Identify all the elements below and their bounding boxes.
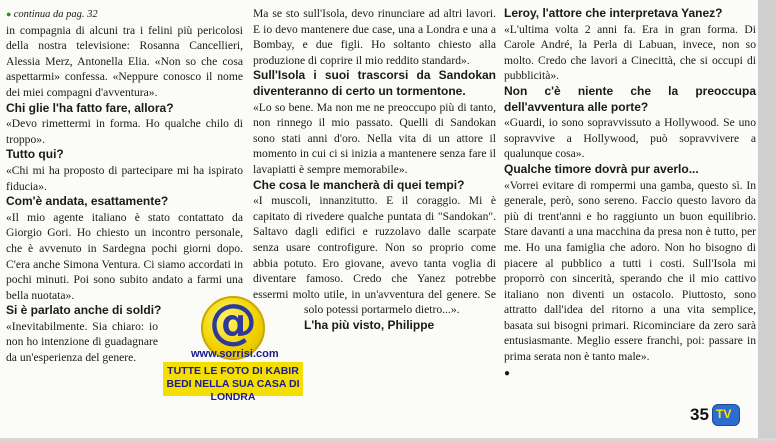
answer-paragraph: «Devo rimettermi in forma. Ho qualche chilo di troppo».: [6, 117, 243, 146]
answer-paragraph: Ma se sto sull'Isola, devo rinunciare ad altri lavori. E io devo mantenere due case, una a Londra e una a Bombay, e due figli. Ho soltanto chiesto alla produzione di coprire il mio reddito standard».: [253, 7, 496, 67]
at-sign-icon: @: [201, 296, 265, 360]
wrap-spacer: [243, 23, 244, 321]
column-3: [504, 6, 756, 381]
question-heading: Tutto qui?: [6, 147, 64, 162]
answer-paragraph: «Guardi, io sono sopravvissuto a Hollywood. Se uno sopravvive a Hollywood, può sopravvivere a qualunque cosa».: [504, 116, 756, 161]
answer-paragraph: «I muscoli, innanzitutto. E il coraggio. Mi è capitato di rivedere qualche puntata di "Sandokan". Saltavo dagli edifici e ruzzolavo dalle scarpate senza usare controfigure. Non so proprio come abbia potuto. Ero giovane, avevo tanta voglia di diventare famoso. Credo che Yanez potrebbe essermi molto utile, in un'avventura del genere. Se solo potessi portarmelo dietro...».: [253, 194, 496, 317]
answer-paragraph: in compagnia di alcuni tra i felini più pericolosi della nostra televisione: Rosanna Cancellieri, Alessia Merz, Antonella Elia. «Non so che cosa aspettarmi» confessa. «Neppure conosco il nome dei miei compagni d'avventura».: [6, 23, 243, 99]
answer-paragraph: «Il mio agente italiano è stato contattato da Giorgio Gori. Ho chiesto un incontro personale, che è avvenuto in Sardegna pochi giorni dopo. C'era anche Simona Ventura. Ci siamo accordati in pochi minuti. Poi sono subito andato a farmi una bella nuotata».: [6, 210, 243, 302]
column-2-body: [252, 6, 496, 333]
tv-logo-icon: TV: [712, 404, 740, 426]
question-heading: Com'è andata, esattamente?: [6, 194, 169, 209]
website-promo[interactable]: [163, 294, 303, 403]
answer-paragraph: «Lo so bene. Ma non me ne preoccupo più di tanto, non rinnego il mio passato. Quelli di Sandokan sono stati anni d'oro. Nella vita di un attore il momento in cui ci si inizia a mantenere senza fare il lavapiatti è sempre memorabile».: [253, 100, 496, 176]
end-mark-icon: ●: [504, 367, 511, 379]
answer-paragraph: «Vorrei evitare di rompermi una gamba, questo sì. In generale, però, sono sereno. Faccio questo lavoro da più di trent'anni e ho raggiunto un buon equilibrio. Stare davanti a una macchina da presa non è tutto, per me. Ho una famiglia che adoro. Non ho bisogno di piacere al pubblico a tutti i costi. Sull'Isola mi proporrò con sincerità, sperando che il mio cattivo italiano non diventi un ostacolo. Piuttosto, sono attratto dall'idea del ritorno a una vita semplice, basata sui bisogni primari. Ricominciare da zero sarà entusiasmante. Meglio essere franchi, poi: passare in prima serata non è tanto male».: [504, 178, 756, 364]
question-heading: Che cosa le mancherà di quei tempi?: [253, 177, 465, 192]
promo-caption: TUTTE LE FOTO DI KABIR BEDI NELLA SUA CASA DI LONDRA: [163, 362, 303, 396]
question-heading: Chi glie l'ha fatto fare, allora?: [6, 100, 174, 115]
question-heading: Si è parlato anche di soldi?: [6, 303, 162, 318]
question-heading: Non c'è niente che la preoccupa dell'avventura alle porte?: [504, 83, 756, 114]
column-3-body: [504, 6, 756, 381]
question-heading: L'ha più visto, Philippe: [304, 317, 435, 332]
promo-url[interactable]: www.sorrisi.com: [191, 348, 279, 360]
question-heading: Qualche timore dovrà pur averlo...: [504, 161, 699, 176]
answer-paragraph: «Inevitabilmente. Sia chiaro: io non ho intenzione di guadagnare da un'esperienza del genere.: [6, 319, 158, 365]
question-heading: Sull'Isola i suoi trascorsi da Sandokan diventeranno di certo un tormentone.: [253, 68, 496, 98]
scan-edge: [758, 0, 776, 438]
question-heading: Leroy, l'attore che interpretava Yanez?: [504, 6, 723, 20]
answer-paragraph: «Chi mi ha proposto di partecipare mi ha ispirato fiducia».: [6, 163, 243, 193]
page-number: 35: [690, 405, 709, 424]
answer-paragraph: «L'ultima volta 2 anni fa. Era in gran forma. Di Carole André, la Perla di Labuan, invece, non so molto. Credo che lavori a Cinecittà, che si occupi di pubblicità».: [504, 22, 756, 83]
bullet-icon: ●: [6, 9, 14, 19]
continuation-note: ● continua da pag. 32: [6, 9, 98, 20]
